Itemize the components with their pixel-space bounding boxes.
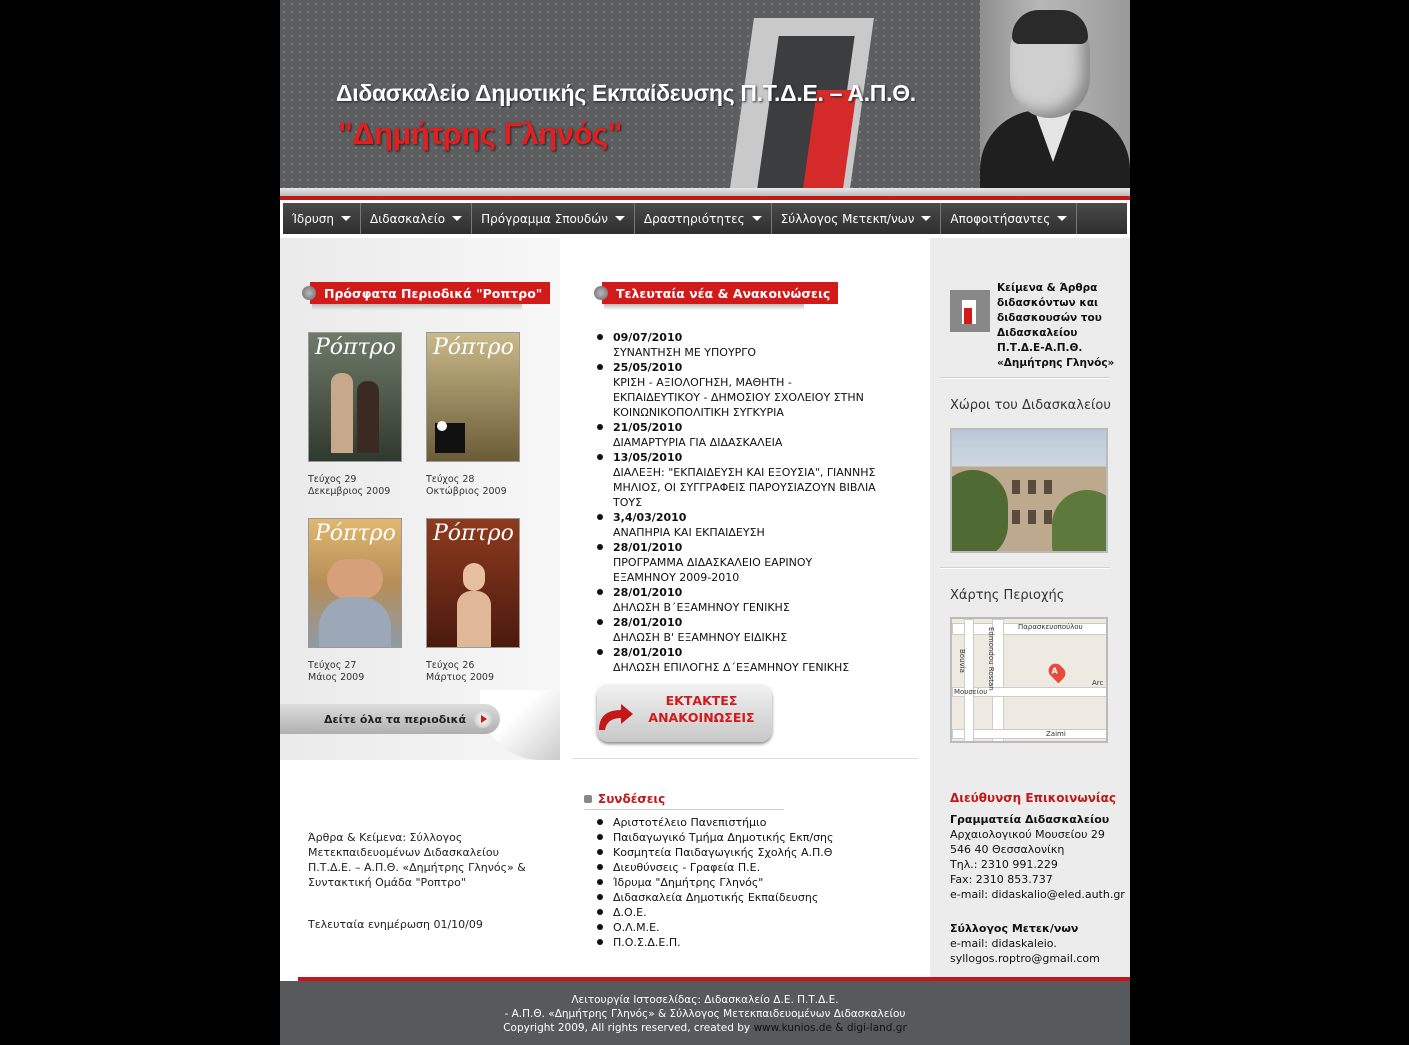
news-item[interactable]: 09/07/2010 ΣΥΝΑΝΤΗΣΗ ΜΕ ΥΠΟΥΡΓΟ [593, 330, 878, 360]
articles-credit: Άρθρα & Κείμενα: Σύλλογος Μετεκπαιδευομένων Διδασκαλείου Π.Τ.Δ.Ε. – Α.Π.Θ. «Δημήτρης Γληνός» & Συντακτική Ομάδα "Ροπτρο" [308, 831, 526, 889]
issue-cover-29[interactable] [308, 332, 402, 462]
see-all-periodicals-button[interactable] [280, 704, 500, 734]
spaces-title: Χώροι του Διδασκαλείου [950, 398, 1111, 413]
main-nav [283, 203, 1127, 234]
link-item[interactable]: Ο.Λ.Μ.Ε. [593, 920, 893, 935]
news-list [593, 330, 878, 675]
cover-logo: Ρόπτρο [315, 521, 396, 546]
contact-heading: Διεύθυνση Επικοινωνίας [950, 791, 1116, 805]
cover-logo: Ρόπτρο [315, 335, 396, 360]
urgent-label-1: ΕΚΤΑΚΤΕΣ [665, 693, 738, 708]
header-red-line [280, 196, 1130, 200]
union-contact: Σύλλογος Μετεκ/νων e-mail: didaskaleio. syllogos.roptro@gmail.com [950, 921, 1128, 966]
footer-credits: Copyright 2009, All rights reserved, created by www.kunios.de & digi-land.gr [503, 1022, 907, 1034]
page [280, 0, 1130, 1045]
link-item[interactable]: Αριστοτέλειο Πανεπιστήμιο [593, 815, 893, 830]
news-item[interactable]: 28/01/2010 ΠΡΟΓΡΑΜΜΑ ΔΙΔΑΣΚΑΛΕΙΟ ΕΑΡΙΝΟΥ ΕΞΑΜΗΝΟΥ 2009-2010 [593, 540, 878, 585]
site-subtitle: "Δημήτρης Γληνός" [338, 116, 622, 151]
last-updated: Τελευταία ενημέρωση 01/10/09 [308, 918, 483, 931]
urgent-label-2: ΑΝΑΚΟΙΝΩΣΕΙΣ [648, 710, 755, 725]
chevron-down-icon [752, 216, 762, 221]
link-item[interactable]: Κοσμητεία Παιδαγωγικής Σχολής Α.Π.Θ [593, 845, 893, 860]
nav-item-founding[interactable] [283, 203, 361, 234]
nav-label: Σύλλογος Μετεκπ/νων [780, 211, 915, 226]
news-item[interactable]: 28/01/2010 ΔΗΛΩΣΗ ΕΠΙΛΟΓΗΣ Δ΄ΕΞΑΜΗΝΟΥ ΓΕΝΙΚΗΣ [593, 645, 878, 675]
building-photo[interactable] [950, 428, 1108, 553]
news-heading [602, 282, 838, 304]
periodicals-heading-text: Πρόσφατα Περιοδικά "Ροπτρο" [324, 285, 543, 301]
nav-label: Διδασκαλείο [370, 211, 446, 226]
link-item[interactable]: Ίδρυμα "Δημήτρης Γληνός" [593, 875, 893, 890]
link-item[interactable]: Δ.Ο.Ε. [593, 905, 893, 920]
see-all-label: Δείτε όλα τα περιοδικά [324, 712, 466, 726]
cover-logo: Ρόπτρο [433, 521, 514, 546]
map-title: Χάρτης Περιοχής [950, 588, 1065, 603]
contact-email[interactable]: e-mail: didaskalio@eled.auth.gr [950, 888, 1125, 901]
link-item[interactable]: Παιδαγωγικό Τμήμα Δημοτικής Εκπ/σης [593, 830, 893, 845]
portrait-image [980, 0, 1130, 188]
divider [940, 567, 1110, 569]
divider [940, 377, 1110, 379]
area-map[interactable]: Παρασκευοπούλου Edmondou Rostan Bouvia Μουσείου Zaimi Arc A [950, 617, 1108, 743]
link-item[interactable]: Π.Ο.Σ.Δ.Ε.Π. [593, 935, 893, 950]
nav-label: Αποφοιτήσαντες [950, 211, 1051, 226]
link-item[interactable]: Διδασκαλεία Δημοτικής Εκπαίδευσης [593, 890, 893, 905]
cover-logo: Ρόπτρο [433, 335, 514, 360]
chevron-down-icon [921, 216, 931, 221]
news-item[interactable]: 13/05/2010 ΔΙΑΛΕΞΗ: "ΕΚΠΑΙΔΕΥΣΗ ΚΑΙ ΕΞΟΥΣΙΑ", ΓΙΑΝΝΗΣ ΜΗΛΙΟΣ, ΟΙ ΣΥΓΓΡΑΦΕΙΣ ΠΑΡΟΥΣΙΑΖΟΥΝ ΒΙΒΛΙΑ ΤΟΥΣ [593, 450, 878, 510]
heading-shadow [604, 304, 804, 310]
issue-cover-27[interactable] [308, 518, 402, 648]
header-divider [280, 188, 1130, 196]
nav-item-graduates[interactable] [941, 203, 1077, 234]
nav-item-activities[interactable] [635, 203, 772, 234]
bullet-icon [302, 286, 316, 300]
link-item[interactable]: Διευθύνσεις - Γραφεία Π.Ε. [593, 860, 893, 875]
document-icon[interactable] [950, 290, 990, 332]
bullet-icon [594, 286, 608, 300]
nav-item-curriculum[interactable] [472, 203, 635, 234]
chevron-down-icon [341, 216, 351, 221]
header-banner [280, 0, 1130, 188]
issue-caption: Τεύχος 26 Μάρτιος 2009 [426, 660, 495, 683]
nav-label: Δραστηριότητες [643, 211, 745, 226]
curved-arrow-icon [595, 702, 635, 732]
chevron-down-icon [1057, 216, 1067, 221]
links-list [593, 815, 893, 950]
site-title: Διδασκαλείο Δημοτικής Εκπαίδευσης Π.Τ.Δ.Ε. – Α.Π.Θ. [336, 80, 916, 106]
arrow-right-icon [474, 710, 492, 728]
links-heading: Συνδέσεις [584, 792, 784, 810]
chevron-down-icon [615, 216, 625, 221]
digi-land-link[interactable]: digi-land.gr [846, 1022, 907, 1034]
urgent-announcements-button[interactable] [597, 684, 772, 742]
news-heading-text: Τελευταία νέα & Ανακοινώσεις [616, 285, 831, 301]
nav-item-association[interactable] [772, 203, 942, 234]
issue-caption: Τεύχος 28 Οκτώβριος 2009 [426, 474, 507, 497]
issue-cover-26[interactable] [426, 518, 520, 648]
periodicals-heading [310, 282, 550, 304]
heading-shadow [312, 304, 522, 310]
footer-amp: & [835, 1022, 844, 1034]
union-email-2[interactable]: syllogos.roptro@gmail.com [950, 952, 1100, 965]
news-item[interactable]: 25/05/2010 ΚΡΙΣΗ - ΑΞΙΟΛΟΓΗΣΗ, ΜΑΘΗΤΗ - ΕΚΠΑΙΔΕΥΤΙΚΟΥ - ΔΗΜΟΣΙΟΥ ΣΧΟΛΕΙΟΥ ΣΤΗΝ ΚΟΙΝΩΝΙΚΟΠΟΛΙΤΙΚΗ ΣΥΓΚΥΡΙΑ [593, 360, 878, 420]
footer-line: Λειτουργία Ιστοσελίδας: Διδασκαλείο Δ.Ε. Π.Τ.Δ.Ε. [571, 994, 839, 1006]
chevron-down-icon [452, 216, 462, 221]
divider [572, 758, 918, 759]
map-pin-icon: A [1046, 661, 1069, 684]
news-item[interactable]: 21/05/2010 ΔΙΑΜΑΡΤΥΡΙΑ ΓΙΑ ΔΙΔΑΣΚΑΛΕΙΑ [593, 420, 878, 450]
news-item[interactable]: 28/01/2010 ΔΗΛΩΣΗ Β΄ΕΞΑΜΗΝΟΥ ΓΕΝΙΚΗΣ [593, 585, 878, 615]
news-item[interactable]: 3,4/03/2010 ΑΝΑΠΗΡΙΑ ΚΑΙ ΕΚΠΑΙΔΕΥΣΗ [593, 510, 878, 540]
issue-cover-28[interactable] [426, 332, 520, 462]
nav-label: Πρόγραμμα Σπουδών [481, 211, 608, 226]
union-email[interactable]: e-mail: didaskaleio. [950, 937, 1057, 950]
footer-line: - Α.Π.Θ. «Δημήτρης Γληνός» & Σύλλογος Μετεκπαιδευομένων Διδασκαλείου [504, 1008, 906, 1020]
contact-info: Γραμματεία Διδασκαλείου Αρχαιολογικού Μουσείου 29 546 40 Θεσσαλονίκη Τηλ.: 2310 991.229 Fax: 2310 853.737 e-mail: didaskalio@eled.auth.gr [950, 812, 1128, 902]
nav-label: Ίδρυση [292, 211, 335, 226]
footer [280, 981, 1130, 1045]
kunios-link[interactable]: www.kunios.de [753, 1022, 832, 1034]
news-item[interactable]: 28/01/2010 ΔΗΛΩΣΗ Β' ΕΞΑΜΗΝΟΥ ΕΙΔΙΚΗΣ [593, 615, 878, 645]
issue-caption: Τεύχος 29 Δεκεμβριος 2009 [308, 474, 391, 497]
nav-item-school[interactable] [361, 203, 472, 234]
docs-link[interactable]: Κείμενα & Άρθρα διδασκόντων και διδασκουσών του Διδασκαλείου Π.Τ.Δ.Ε-Α.Π.Θ. «Δημήτρης Γληνός» [997, 282, 1115, 369]
issue-caption: Τεύχος 27 Μάιος 2009 [308, 660, 365, 683]
